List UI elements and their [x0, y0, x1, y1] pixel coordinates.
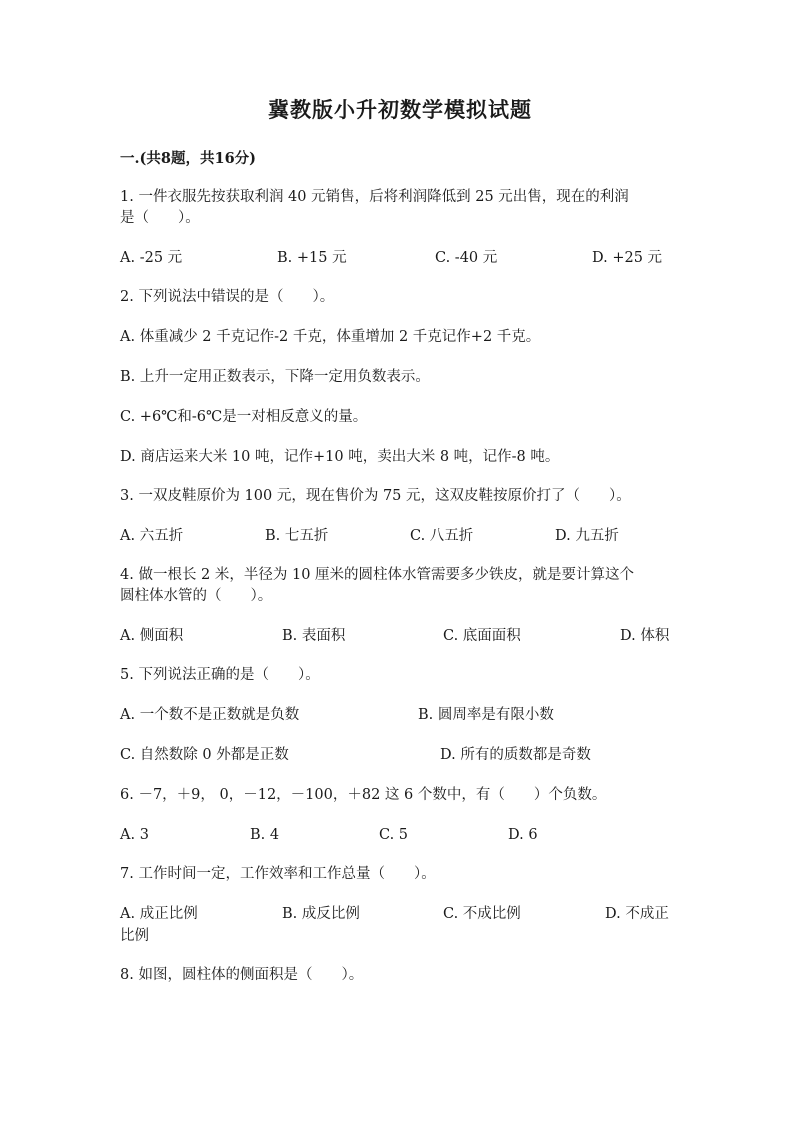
- question-1-option-c: C. -40 元: [435, 250, 498, 266]
- question-3-option-a: A. 六五折: [120, 528, 184, 544]
- question-4-option-d: D. 体积: [620, 628, 670, 644]
- question-4-option-a: A. 侧面积: [120, 628, 184, 644]
- question-7-option-a: A. 成正比例: [120, 906, 198, 922]
- question-3-line-1: 3. 一双皮鞋原价为 100 元，现在售价为 75 元，这双皮鞋按原价打了（ ）。: [120, 488, 631, 504]
- question-2-option-d: D. 商店运来大米 10 吨，记作+10 吨，卖出大米 8 吨，记作-8 吨。: [120, 449, 560, 465]
- question-1-option-b: B. +15 元: [277, 250, 347, 266]
- question-2-option-c: C. +6℃和-6℃是一对相反意义的量。: [120, 409, 368, 425]
- page-title: 冀教版小升初数学模拟试题: [268, 97, 532, 122]
- question-6-line-1: 6. －7，＋9， 0，－12，－100，＋82 这 6 个数中，有（ ）个负数。: [120, 787, 607, 803]
- question-7-line-1: 7. 工作时间一定，工作效率和工作总量（ ）。: [120, 866, 436, 882]
- question-6-option-c: C. 5: [379, 827, 409, 843]
- question-7-option-b: B. 成反比例: [282, 906, 360, 922]
- question-2-option-b: B. 上升一定用正数表示，下降一定用负数表示。: [120, 369, 430, 385]
- question-7-option-d: D. 不成正: [605, 906, 669, 922]
- question-4-line-1: 4. 做一根长 2 米，半径为 10 厘米的圆柱体水管需要多少铁皮，就是要计算这个: [120, 567, 635, 583]
- question-4-option-c: C. 底面面积: [443, 628, 521, 644]
- question-1-line-1: 1. 一件衣服先按获取利润 40 元销售，后将利润降低到 25 元出售，现在的利润: [120, 189, 629, 205]
- question-5-option-c: C. 自然数除 0 外都是正数: [120, 747, 289, 763]
- question-2-line-1: 2. 下列说法中错误的是（ ）。: [120, 289, 335, 305]
- section-heading: 一.(共8题，共16分): [120, 150, 257, 167]
- question-4-line-2: 圆柱体水管的（ ）。: [120, 588, 273, 604]
- question-1-option-d: D. +25 元: [592, 250, 663, 266]
- question-1-option-a: A. -25 元: [120, 250, 183, 266]
- question-8-line-1: 8. 如图，圆柱体的侧面积是（ ）。: [120, 967, 364, 983]
- question-7-option-d-wrap: 比例: [120, 928, 149, 944]
- question-2-option-a: A. 体重减少 2 千克记作-2 千克，体重增加 2 千克记作+2 千克。: [120, 329, 541, 345]
- question-5-line-1: 5. 下列说法正确的是（ ）。: [120, 667, 320, 683]
- question-3-option-c: C. 八五折: [410, 528, 474, 544]
- question-3-option-b: B. 七五折: [265, 528, 329, 544]
- question-5-option-b: B. 圆周率是有限小数: [418, 707, 554, 723]
- question-3-option-d: D. 九五折: [555, 528, 619, 544]
- question-6-option-b: B. 4: [250, 827, 280, 843]
- question-6-option-d: D. 6: [508, 827, 538, 843]
- question-7-option-c: C. 不成比例: [443, 906, 521, 922]
- question-5-option-a: A. 一个数不是正数就是负数: [120, 707, 300, 723]
- question-4-option-b: B. 表面积: [282, 628, 346, 644]
- question-1-line-2: 是（ ）。: [120, 210, 200, 226]
- question-6-option-a: A. 3: [120, 827, 149, 843]
- question-5-option-d: D. 所有的质数都是奇数: [440, 747, 591, 763]
